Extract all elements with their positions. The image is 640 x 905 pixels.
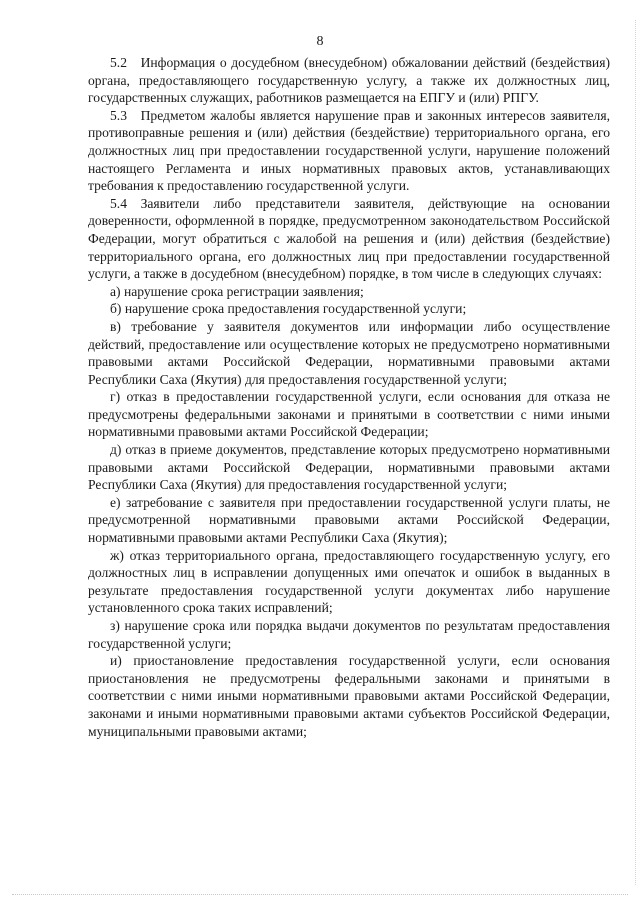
- scan-right-edge: [635, 20, 636, 885]
- list-item-z: з) нарушение срока или порядка выдачи документов по результатам предоставления государственной услуги;: [88, 618, 610, 651]
- paragraph-5-2: 5.2 Информация о досудебном (внесудебном) обжаловании действий (бездействия) органа, предоставляющего государственную услугу, а также их должностных лиц, государственных служащих, работников размещается на ЕПГУ и (или) РПГУ.: [88, 55, 610, 106]
- page-number: 8: [316, 34, 324, 49]
- list-item-v: в) требование у заявителя документов или информации либо осуществление действий, предоставление или осуществление которых не предусмотрено нормативными правовыми актами Российской Федерации, нормативными правовыми актами Республики Саха (Якутия) для предоставления государственной услуги;: [88, 318, 610, 387]
- list-item-i: и) приостановление предоставления государственной услуги, если основания приостановления не предусмотрены федеральными законами и принятыми в соответствии с ними иными нормативными правовыми актами Российской Федерации, законами и иными нормативными правовыми актами субъектов Российской Федерации, муниципальными правовыми актами;: [88, 653, 610, 739]
- scan-bottom-edge: [12, 894, 628, 895]
- document-body: [88, 54, 610, 740]
- list-item-a: а) нарушение срока регистрации заявления;: [110, 283, 364, 299]
- paragraph-5-3: 5.3 Предметом жалобы является нарушение прав и законных интересов заявителя, противоправные решения и (или) действия (бездействие) территориального органа, его должностных лиц при предоставлении государственной услуги, нарушение положений настоящего Регламента и иных нормативных правовых актов, устанавливающих требования к предоставлению государственной услуги.: [88, 107, 610, 194]
- list-item-e: е) затребование с заявителя при предоставлении государственной услуги платы, не предусмотренной нормативными правовыми актами Российской Федерации, нормативными правовыми актами Республики Саха (Якутия);: [88, 494, 610, 546]
- paragraph-5-4: 5.4 Заявители либо представители заявителя, действующие на основании доверенности, оформленной в порядке, предусмотренном законодательством Российской Федерации, могут обратиться с жалобой на решения и (или) действия (бездействие) территориального органа, его должностных лиц при предоставлении государственной услуги, а также в досудебном (внесудебном) порядке, в том числе в следующих случаях:: [88, 195, 610, 282]
- list-item-zh: ж) отказ территориального органа, предоставляющего государственную услугу, его должностных лиц в исправлении допущенных ими опечаток и ошибок в выданных в результате предоставления государственной услуги документах либо нарушение установленного срока таких исправлений;: [88, 547, 610, 616]
- list-item-g: г) отказ в предоставлении государственной услуги, если основания для отказа не предусмотрены федеральными законами и принятыми в соответствии с ними иными нормативными правовыми актами Российской Федерации;: [88, 389, 610, 440]
- list-item-d: д) отказ в приеме документов, представление которых предусмотрено нормативными правовыми актами Российской Федерации, нормативными правовыми актами Республики Саха (Якутия) для предоставления государственной услуги;: [88, 442, 610, 493]
- list-item-b: б) нарушение срока предоставления государственной услуги;: [110, 301, 467, 317]
